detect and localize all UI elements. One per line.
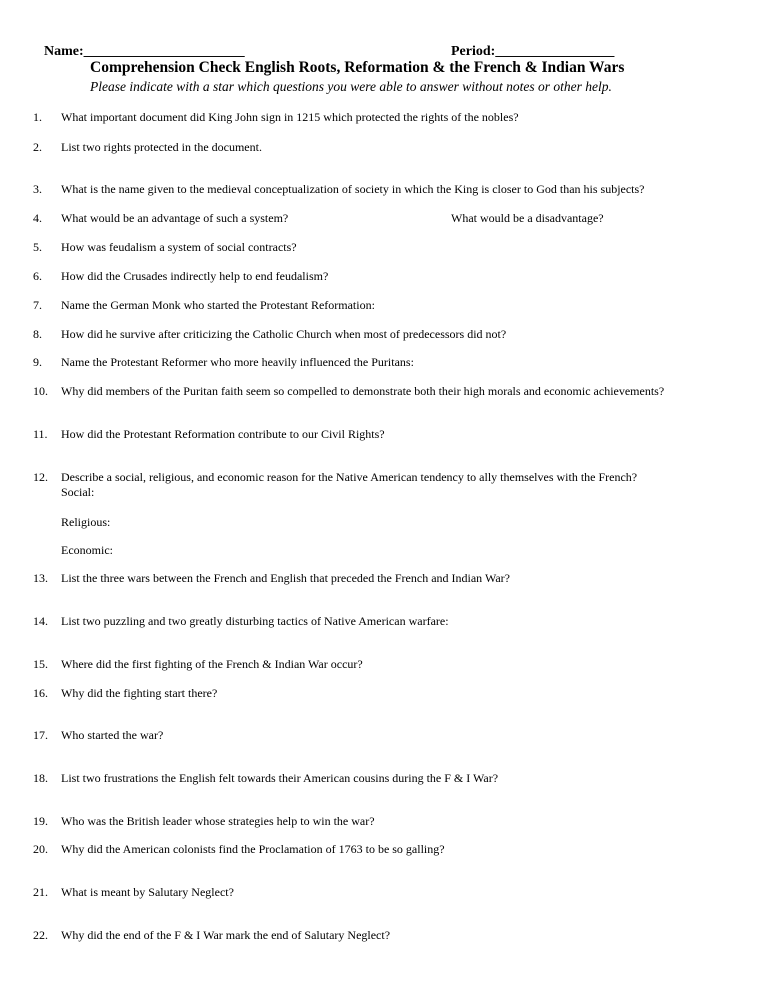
question-number: 4. bbox=[33, 211, 42, 225]
question-number: 7. bbox=[33, 298, 42, 312]
question-number: 22. bbox=[33, 928, 48, 942]
question-text: Name the German Monk who started the Protestant Reformation: bbox=[61, 298, 375, 312]
period-field[interactable]: Period:_________________ bbox=[451, 44, 615, 59]
question-text: List the three wars between the French and English that preceded the French and Indian War? bbox=[61, 571, 510, 585]
question-number: 12. bbox=[33, 470, 48, 484]
question-text: Name the Protestant Reformer who more heavily influenced the Puritans: bbox=[61, 355, 414, 369]
question-number: 6. bbox=[33, 269, 42, 283]
question-number: 21. bbox=[33, 885, 48, 899]
question-number: 16. bbox=[33, 686, 48, 700]
question-text: How was feudalism a system of social contracts? bbox=[61, 240, 297, 254]
question-number: 9. bbox=[33, 355, 42, 369]
question-text: Why did members of the Puritan faith seem so compelled to demonstrate both their high morals and economic achievements? bbox=[61, 384, 665, 398]
question-number: 18. bbox=[33, 771, 48, 785]
question-text: List two rights protected in the document. bbox=[61, 140, 262, 154]
question-number: 1. bbox=[33, 110, 42, 124]
question-text: How did the Protestant Reformation contribute to our Civil Rights? bbox=[61, 427, 385, 441]
question-number: 14. bbox=[33, 614, 48, 628]
question-number: 13. bbox=[33, 571, 48, 585]
question-text: Why did the American colonists find the Proclamation of 1763 to be so galling? bbox=[61, 842, 445, 856]
sub-prompt-economic: Economic: bbox=[61, 543, 113, 557]
question-text: Why did the end of the F & I War mark the end of Salutary Neglect? bbox=[61, 928, 391, 942]
question-text: How did the Crusades indirectly help to end feudalism? bbox=[61, 269, 329, 283]
question-number: 11. bbox=[33, 427, 48, 441]
question-text: What important document did King John sign in 1215 which protected the rights of the nobles? bbox=[61, 110, 519, 124]
question-text: What is meant by Salutary Neglect? bbox=[61, 885, 234, 899]
sub-prompt-social: Social: bbox=[61, 485, 95, 499]
question-number: 3. bbox=[33, 182, 42, 196]
question-number: 17. bbox=[33, 728, 48, 742]
question-number: 10. bbox=[33, 384, 48, 398]
question-text: What is the name given to the medieval conceptualization of society in which the King is closer to God than his subjects? bbox=[61, 182, 645, 196]
question-text: Describe a social, religious, and economic reason for the Native American tendency to ally themselves with the French? bbox=[61, 470, 638, 484]
question-text: Who was the British leader whose strategies help to win the war? bbox=[61, 814, 375, 828]
sub-prompt-religious: Religious: bbox=[61, 515, 111, 529]
question-number: 15. bbox=[33, 657, 48, 671]
instructions: Please indicate with a star which questions you were able to answer without notes or other help. bbox=[90, 79, 612, 94]
question-text: Who started the war? bbox=[61, 728, 164, 742]
question-text: What would be an advantage of such a system? bbox=[61, 211, 289, 225]
question-number: 2. bbox=[33, 140, 42, 154]
question-alt-text: What would be a disadvantage? bbox=[451, 211, 604, 225]
question-text: List two frustrations the English felt towards their American cousins during the F & I War? bbox=[61, 771, 499, 785]
page-title: Comprehension Check English Roots, Reformation & the French & Indian Wars bbox=[90, 59, 625, 76]
question-text: How did he survive after criticizing the Catholic Church when most of predecessors did not? bbox=[61, 327, 507, 341]
question-number: 20. bbox=[33, 842, 48, 856]
question-number: 19. bbox=[33, 814, 48, 828]
question-number: 5. bbox=[33, 240, 42, 254]
question-text: Where did the first fighting of the French & Indian War occur? bbox=[61, 657, 363, 671]
question-number: 8. bbox=[33, 327, 42, 341]
question-text: List two puzzling and two greatly disturbing tactics of Native American warfare: bbox=[61, 614, 449, 628]
name-field[interactable]: Name:_______________________ bbox=[44, 44, 245, 59]
question-text: Why did the fighting start there? bbox=[61, 686, 218, 700]
